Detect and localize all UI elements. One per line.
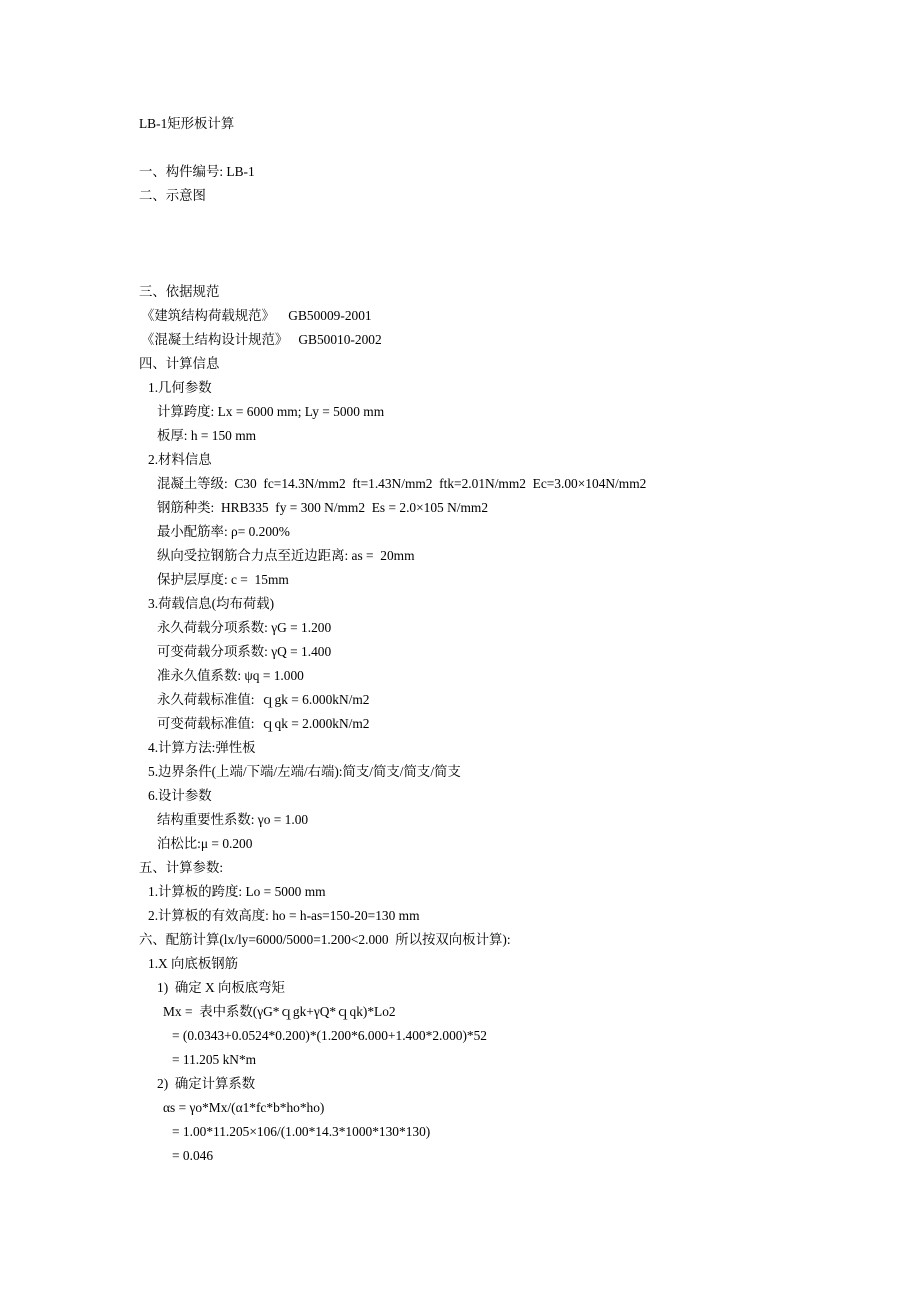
code-concrete: 《混凝土结构设计规范》 GB50010-2002 <box>141 332 382 347</box>
section-component-id: 一、构件编号: LB-1 <box>139 164 255 179</box>
section-reinforcement: 六、配筋计算(lx/ly=6000/5000=1.200<2.000 所以按双向板计算): <box>139 932 511 947</box>
section-calc-info: 四、计算信息 <box>139 356 220 371</box>
param-span: 计算跨度: Lx = 6000 mm; Ly = 5000 mm <box>157 404 385 419</box>
step-coefficient: 2) 确定计算系数 <box>157 1076 256 1091</box>
param-psi: 准永久值系数: ψq = 1.000 <box>157 668 304 683</box>
param-concrete: 混凝土等级: C30 fc=14.3N/mm2 ft=1.43N/mm2 ftk=2.01N/mm2 Ec=3.00×104N/mm2 <box>157 476 647 491</box>
section-diagram: 二、示意图 <box>139 188 206 203</box>
param-min-ratio: 最小配筋率: ρ= 0.200% <box>157 524 290 539</box>
formula-mx-sub: = (0.0343+0.0524*0.200)*(1.200*6.000+1.400*2.000)*52 <box>172 1028 488 1043</box>
code-load: 《建筑结构荷载规范》 GB50009-2001 <box>141 308 372 323</box>
document-title: LB-1矩形板计算 <box>139 116 235 131</box>
subsection-geometry: 1.几何参数 <box>148 380 212 395</box>
param-thickness: 板厚: h = 150 mm <box>157 428 257 443</box>
param-poisson: 泊松比:μ = 0.200 <box>157 836 253 851</box>
step-moment: 1) 确定 X 向板底弯矩 <box>157 980 285 995</box>
subsection-boundary: 5.边界条件(上端/下端/左端/右端):简支/简支/简支/简支 <box>148 764 461 779</box>
formula-alpha-result: = 0.046 <box>172 1148 214 1163</box>
subsection-load: 3.荷载信息(均布荷载) <box>148 596 275 611</box>
formula-alpha-sub: = 1.00*11.205×106/(1.00*14.3*1000*130*130) <box>172 1124 431 1139</box>
section-codes: 三、依据规范 <box>139 284 220 299</box>
param-gamma-o: 结构重要性系数: γo = 1.00 <box>157 812 309 827</box>
formula-mx: Mx = 表中系数(γG*ｑgk+γQ*ｑqk)*Lo2 <box>163 1004 396 1019</box>
param-rebar: 钢筋种类: HRB335 fy = 300 N/mm2 Es = 2.0×105 N/mm2 <box>157 500 489 515</box>
section-calc-params: 五、计算参数: <box>139 860 224 875</box>
param-gk: 永久荷载标准值: ｑgk = 6.000kN/m2 <box>157 692 370 707</box>
subsection-x-bottom: 1.X 向底板钢筋 <box>148 956 239 971</box>
param-lo: 1.计算板的跨度: Lo = 5000 mm <box>148 884 326 899</box>
subsection-method: 4.计算方法:弹性板 <box>148 740 256 755</box>
param-cover: 保护层厚度: c = 15mm <box>157 572 289 587</box>
param-ho: 2.计算板的有效高度: ho = h-as=150-20=130 mm <box>148 908 420 923</box>
param-gamma-g: 永久荷载分项系数: γG = 1.200 <box>157 620 332 635</box>
param-gamma-q: 可变荷载分项系数: γQ = 1.400 <box>157 644 332 659</box>
subsection-material: 2.材料信息 <box>148 452 212 467</box>
formula-alpha: αs = γo*Mx/(α1*fc*b*ho*ho) <box>163 1100 325 1115</box>
param-qk: 可变荷载标准值: ｑqk = 2.000kN/m2 <box>157 716 370 731</box>
subsection-design: 6.设计参数 <box>148 788 212 803</box>
param-as: 纵向受拉钢筋合力点至近边距离: as = 20mm <box>157 548 415 563</box>
formula-mx-result: = 11.205 kN*m <box>172 1052 257 1067</box>
